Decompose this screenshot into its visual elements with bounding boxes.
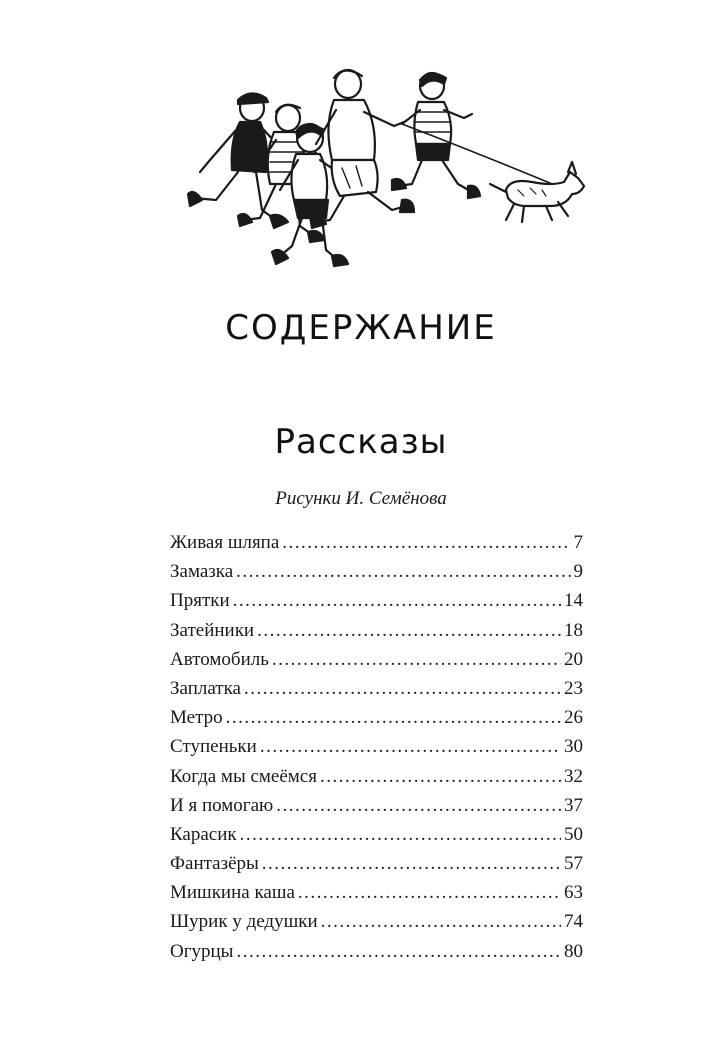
toc-leader-dots xyxy=(272,645,561,674)
toc-entry[interactable] xyxy=(170,820,583,849)
toc-leader-dots xyxy=(226,703,561,732)
toc-entry-page: 18 xyxy=(564,619,583,641)
table-of-contents xyxy=(170,528,583,966)
toc-entry-page: 14 xyxy=(564,590,583,612)
toc-entry-title: Ступеньки xyxy=(170,736,257,758)
toc-entry-page: 37 xyxy=(564,794,583,816)
toc-leader-dots xyxy=(321,907,561,936)
toc-entry-page: 80 xyxy=(564,940,583,962)
illustrator-credit: Рисунки И. Семёнова xyxy=(275,488,447,509)
section-title: Рассказы xyxy=(274,422,448,462)
toc-entry-page: 23 xyxy=(564,677,583,699)
toc-entry-title: Фантазёры xyxy=(170,853,259,875)
toc-entry-title: Карасик xyxy=(170,823,237,845)
toc-entry[interactable] xyxy=(170,645,583,674)
toc-leader-dots xyxy=(262,849,561,878)
toc-leader-dots xyxy=(233,586,561,615)
toc-entry-title: Замазка xyxy=(170,561,234,583)
toc-entry[interactable] xyxy=(170,762,583,791)
toc-entry-title: Прятки xyxy=(170,590,230,612)
toc-entry[interactable] xyxy=(170,528,583,557)
toc-leader-dots xyxy=(236,937,561,966)
toc-entry-title: Шурик у дедушки xyxy=(170,911,318,933)
toc-entry[interactable] xyxy=(170,907,583,936)
toc-entry[interactable] xyxy=(170,557,583,586)
toc-entry-page: 74 xyxy=(564,911,583,933)
toc-entry-page: 50 xyxy=(564,823,583,845)
toc-leader-dots xyxy=(244,674,561,703)
page-title: СОДЕРЖАНИЕ xyxy=(225,308,497,348)
toc-leader-dots xyxy=(257,616,561,645)
toc-entry-title: Когда мы смеёмся xyxy=(170,765,317,787)
toc-entry-title: И я помогаю xyxy=(170,794,274,816)
toc-entry[interactable] xyxy=(170,849,583,878)
toc-leader-dots xyxy=(240,820,561,849)
toc-entry[interactable] xyxy=(170,791,583,820)
toc-entry-title: Мишкина каша xyxy=(170,882,295,904)
running-children-illustration xyxy=(180,60,600,280)
toc-leader-dots xyxy=(236,557,570,586)
toc-entry[interactable] xyxy=(170,586,583,615)
toc-leader-dots xyxy=(320,762,561,791)
toc-entry-page: 63 xyxy=(564,882,583,904)
child-figure-5 xyxy=(392,73,480,198)
toc-entry-page: 57 xyxy=(564,853,583,875)
toc-entry-title: Автомобиль xyxy=(170,648,269,670)
toc-entry-title: Затейники xyxy=(170,619,255,641)
toc-entry[interactable] xyxy=(170,674,583,703)
toc-entry-title: Метро xyxy=(170,707,223,729)
toc-leader-dots xyxy=(260,732,561,761)
toc-leader-dots xyxy=(276,791,561,820)
toc-entry-title: Огурцы xyxy=(170,940,234,962)
toc-entry-page: 9 xyxy=(573,561,583,583)
toc-leader-dots xyxy=(298,878,561,907)
toc-entry[interactable] xyxy=(170,878,583,907)
toc-entry-title: Заплатка xyxy=(170,677,241,699)
toc-leader-dots xyxy=(282,528,570,557)
dog-figure xyxy=(490,162,584,222)
toc-entry-page: 30 xyxy=(564,736,583,758)
toc-entry[interactable] xyxy=(170,937,583,966)
toc-entry-page: 20 xyxy=(564,648,583,670)
toc-entry-page: 7 xyxy=(573,532,583,553)
toc-entry-page: 26 xyxy=(564,707,583,729)
toc-entry-page: 32 xyxy=(564,765,583,787)
toc-entry[interactable] xyxy=(170,703,583,732)
toc-entry-title: Живая шляпа xyxy=(170,532,280,553)
toc-entry[interactable] xyxy=(170,616,583,645)
toc-entry[interactable] xyxy=(170,732,583,761)
